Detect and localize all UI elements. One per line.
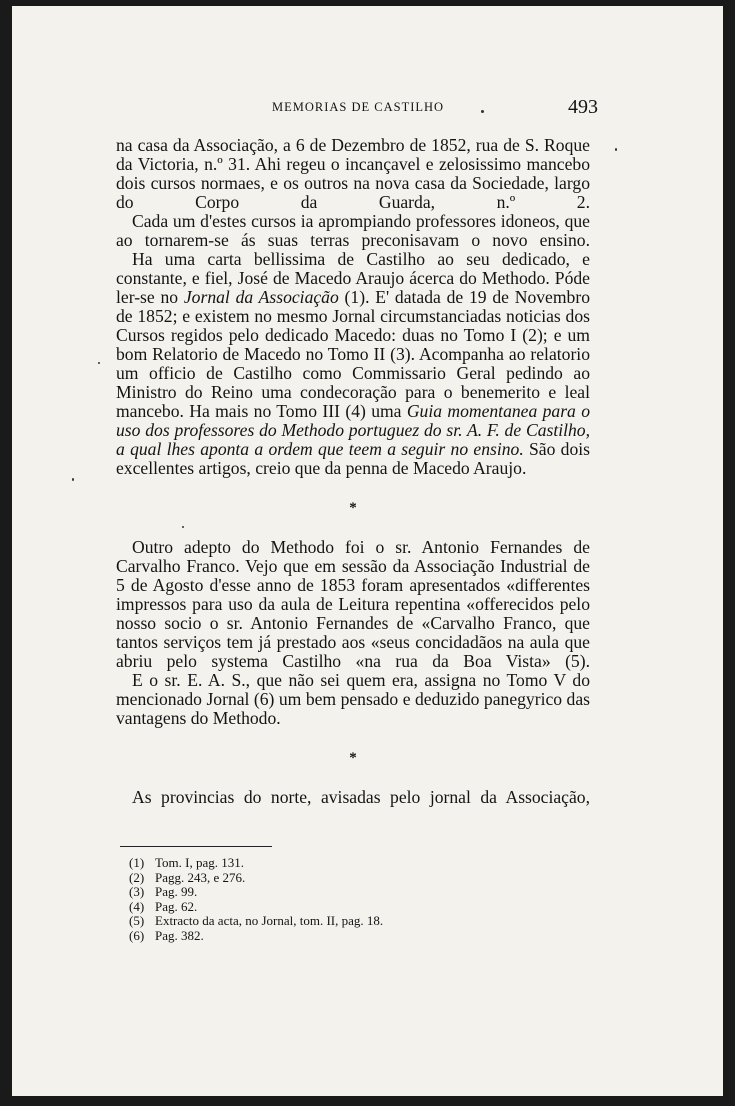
page-number: 493 — [568, 96, 598, 118]
italic-text-run: Guia momentanea para o uso dos professores do Methodo portuguez do sr. A. F. de Castilho, a qual lhes aponta a ordem que teem a seguir no ensino. — [116, 401, 590, 459]
print-speck — [72, 478, 74, 481]
footnote-text: Pag. 62. — [155, 898, 198, 914]
paragraph — [116, 671, 590, 728]
footnote-rule — [120, 846, 272, 847]
footnote-text: Extracto da acta, no Jornal, tom. II, pag. 18. — [155, 913, 384, 928]
body-text — [116, 136, 590, 807]
footnote-number: (2) — [129, 869, 145, 885]
text-run: São dois excellentes artigos, creio que da penna de Macedo Araujo. — [116, 439, 590, 478]
text-run: As provincias do norte, avisadas pelo jornal da Associação, — [132, 787, 590, 807]
footnote-text: Pag. 382. — [155, 927, 204, 943]
paragraph — [116, 136, 590, 212]
section-ornament: * — [349, 500, 357, 516]
text-run: Outro adepto do Methodo foi o sr. Antonio Fernandes de Carvalho Franco. Vejo que em sessão da Associação Industrial de 5 de Agosto d'esse anno de 1853 foram apresentados «differentes impressos para uso da aula de Leitura repentina «offerecidos pelo nosso socio o sr. Antonio Fernandes de «Carvalho Franco, que tantos serviços tem já prestado aos «seus concidadãos na aula que abriu pelo systema Castilho «na rua da Boa Vista» (5). — [116, 537, 590, 671]
footnote — [129, 856, 383, 871]
footnote-number: (3) — [129, 884, 145, 899]
print-speck — [98, 362, 100, 364]
footnote — [129, 929, 383, 944]
print-speck — [182, 526, 184, 528]
paragraph — [116, 788, 590, 807]
print-speck — [481, 110, 484, 113]
footnote — [129, 900, 383, 915]
footnote — [129, 871, 383, 886]
page-header — [12, 96, 723, 124]
running-title: MEMORIAS DE CASTILHO — [272, 100, 445, 114]
footnote-number: (6) — [129, 927, 145, 943]
footnote-text: Tom. I, pag. 131. — [155, 855, 244, 870]
paragraph — [116, 212, 590, 250]
paragraph — [116, 250, 590, 478]
text-run: Cada um d'estes cursos ia aprompiando professores idoneos, que ao tornarem-se ás suas terras preconisavam o novo ensino. — [116, 211, 590, 250]
text-run: Ha uma carta bellissima de Castilho ao seu dedicado, e constante, e fiel, José de Macedo Araujo ácerca do Methodo. Póde ler-se no — [116, 249, 590, 307]
footnote — [129, 914, 383, 929]
italic-text-run: Jornal da Associação — [183, 287, 339, 307]
text-run: na casa da Associação, a 6 de Dezembro de 1852, rua de S. Roque da Victoria, n.º 31. Ahi regeu o incançavel e zelosissimo mancebo dois cursos normaes, e os outros na nova casa da Sociedade, largo do Corpo da Guarda, n.º 2. — [116, 135, 590, 212]
print-speck — [615, 148, 617, 151]
footnote-number: (5) — [129, 913, 145, 928]
footnote-text: Pagg. 243, e 276. — [155, 869, 246, 885]
text-run: (1). E' datada de 19 de Novembro de 1852; e existem no mesmo Jornal circumstanciadas noticias dos Cursos regidos pelo dedicado Macedo: duas no Tomo I (2); e um bom Relatorio de Macedo no Tomo II (3). Acompanha ao relatorio um officio de Castilho como Commissario Geral pedindo ao Ministro do Reino uma condecoração para o benemerito e leal mancebo. Ha mais no Tomo III (4) uma — [116, 287, 590, 421]
book-page — [12, 6, 723, 1096]
footnote-text: Pag. 99. — [155, 884, 198, 899]
footnote — [129, 885, 383, 900]
text-run: E o sr. E. A. S., que não sei quem era, assigna no Tomo V do mencionado Jornal (6) um bem pensado e deduzido panegyrico das vantagens do Methodo. — [116, 670, 590, 728]
section-ornament: * — [349, 750, 357, 766]
footnote-number: (4) — [129, 898, 145, 914]
paragraph — [116, 538, 590, 671]
footnote-number: (1) — [129, 855, 145, 870]
footnotes — [129, 856, 383, 943]
